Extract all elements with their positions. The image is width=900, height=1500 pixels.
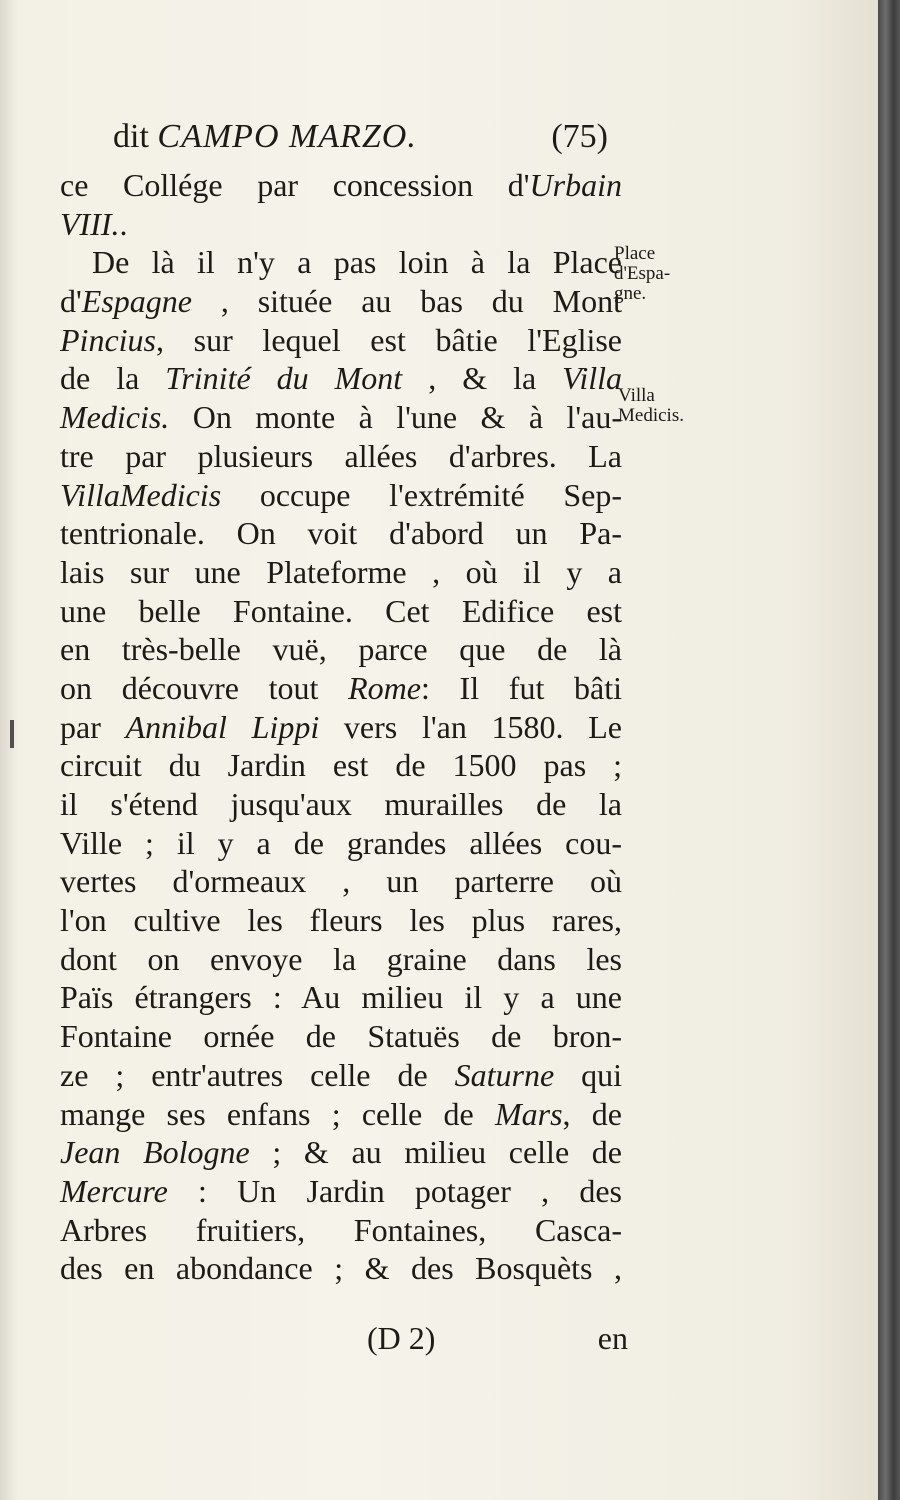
text-line: lais sur une Plateforme , où il y a bbox=[60, 553, 622, 590]
text-line: par Annibal Lippi vers l'an 1580. Le bbox=[60, 708, 622, 745]
page-footer bbox=[60, 1318, 628, 1358]
running-title-italic: CAMPO MARZO. bbox=[157, 118, 417, 155]
text-line: Arbres fruitiers, Fontaines, Cascа- bbox=[60, 1211, 622, 1248]
page-number: (75) bbox=[551, 118, 608, 155]
text-line: Medicis. On monte à l'une & à l'au- bbox=[60, 399, 622, 436]
text-line: Mercure : Un Jardin potager , des bbox=[60, 1172, 622, 1209]
ink-mark bbox=[10, 720, 14, 748]
body-text bbox=[60, 166, 622, 1288]
running-title bbox=[113, 112, 417, 162]
text-line: d'Espagne , située au bas du Mont bbox=[60, 283, 622, 320]
text-line: VIII.. bbox=[60, 205, 128, 242]
page-edge bbox=[878, 0, 900, 1500]
text-line: ze ; entr'autres celle de Saturne qui bbox=[60, 1056, 623, 1093]
text-line: VillaMedicis occupe l'extrémité Sep- bbox=[60, 476, 622, 513]
text-line: vertes d'ormeaux , un parterre où bbox=[60, 863, 622, 900]
catchword: en bbox=[597, 1320, 628, 1356]
text-line: Pincius, sur lequel est bâtie l'Eglise bbox=[60, 321, 622, 358]
margin-note-villa-medicis bbox=[618, 386, 718, 426]
text-line: de la Trinité du Mont , & la Villa bbox=[60, 360, 623, 397]
margin-note-place-espagne bbox=[614, 244, 714, 304]
text-line: des en abondance ; & des Bosquèts , bbox=[60, 1250, 622, 1287]
margin-note-line: gne. bbox=[614, 283, 647, 304]
text-line: on découvre tout Rome: Il fut bâti bbox=[60, 669, 622, 706]
text-line: circuit du Jardin est de 1500 pas ; bbox=[60, 747, 622, 784]
text-line: mange ses enfans ; celle de Mars, de bbox=[60, 1095, 623, 1132]
text-line: une belle Fontaine. Cet Edifice est bbox=[60, 592, 622, 629]
margin-note-line: d'Espa- bbox=[614, 263, 671, 284]
margin-note-line: Medicis. bbox=[618, 405, 684, 426]
text-line: en très-belle vuë, parce que de là bbox=[60, 631, 622, 668]
text-line: l'on cultive les fleurs les plus rares, bbox=[60, 902, 622, 939]
text-line: De là il n'y a pas loin à la Place bbox=[92, 244, 622, 281]
running-title-prefix: dit bbox=[113, 118, 149, 155]
text-line: Païs étrangers : Au milieu il y a une bbox=[60, 979, 622, 1016]
text-line: Jean Bologne ; & au milieu celle de bbox=[60, 1134, 623, 1171]
text-line: tentrionale. On voit d'abord un Pa- bbox=[60, 515, 622, 552]
gutter-shadow bbox=[0, 0, 18, 1500]
text-line: dont on envoye la graine dans les bbox=[60, 940, 622, 977]
text-line: ce Collége par concession d'Urbain bbox=[60, 167, 622, 203]
text-line: Fontaine ornée de Statuës de bron- bbox=[60, 1018, 622, 1055]
text-line: Ville ; il y a de grandes allées cou- bbox=[60, 824, 622, 861]
margin-note-line: Villa bbox=[618, 385, 655, 406]
page-header bbox=[113, 112, 608, 162]
signature-mark: (D 2) bbox=[367, 1320, 436, 1356]
margin-note-line: Place bbox=[614, 243, 656, 264]
text-line: il s'étend jusqu'aux murailles de la bbox=[60, 786, 622, 822]
text-line: tre par plusieurs allées d'arbres. La bbox=[60, 437, 622, 474]
